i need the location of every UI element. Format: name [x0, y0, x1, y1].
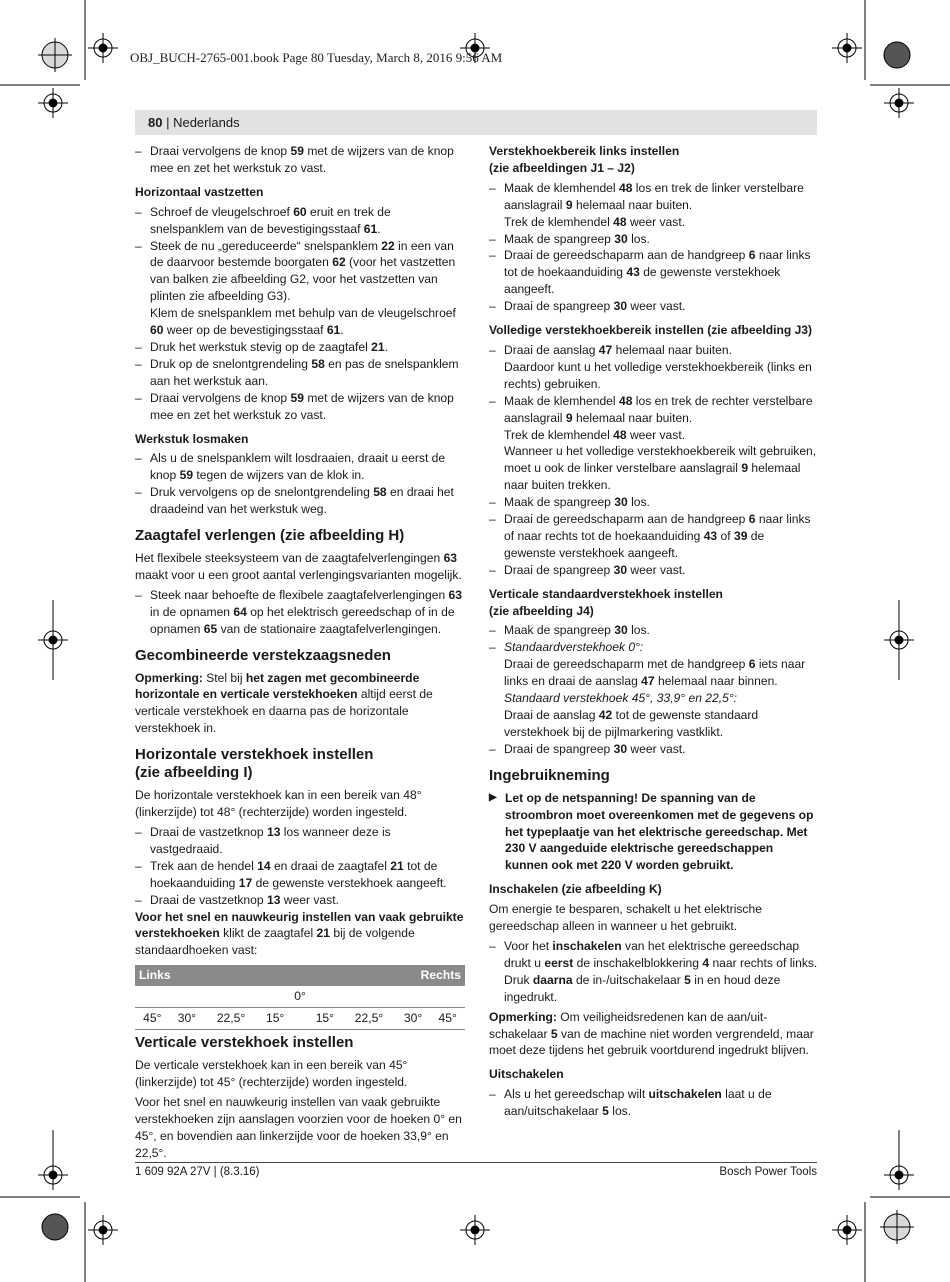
table-row	[135, 986, 465, 1007]
list-item: – Schroef de vleugelschroef 60 eruit en trek de snelspanklem van de bevestigingsstaaf 61.	[135, 204, 465, 238]
right-column	[489, 143, 819, 1120]
heading-gecombineerde-verstekzaagsneden: Gecombineerde verstekzaagsneden	[135, 646, 391, 664]
list-item: – Draai de spangreep 30 weer vast.	[489, 741, 819, 758]
footer-document-number: 1 609 92A 27V | (8.3.16)	[135, 1166, 260, 1178]
list-item: – Maak de klemhendel 48 los en trek de rechter verstelbare aanslagrail 9 helemaal naar buiten. Trek de klemhendel 48 weer vast. Wanneer u het volledige verstekhoekbereik wilt gebruiken, moet u ook de linker verstelbare aanslagrail 9 helemaal naar buiten trekken.	[489, 393, 819, 494]
angle-table	[135, 965, 465, 1030]
section-heading-verstekhoekbereik-links: Verstekhoekbereik links instellen (zie afbeeldingen J1 – J2)	[489, 144, 680, 175]
note-paragraph: Opmerking: Stel bij het zagen met gecombineerde horizontale en verticale verstekhoeken altijd eerst de verticale verstekhoek en daarna pas de horizontale verstekhoek in.	[135, 670, 433, 736]
left-column	[135, 143, 465, 1164]
table-cell: 45°	[135, 1008, 170, 1030]
warning-item: ▶ Let op de netspanning! De spanning van de stroombron moet overeenkomen met de gegevens op het typeplaatje van het elektrische gereedschap. Met 230 V aangeduide elektrische gereedschappen kunnen ook met 220 V worden gebruikt.	[489, 790, 814, 873]
list-item-continuation: Wanneer u het volledige verstekhoekbereik wilt gebruiken, moet u ook de linker verstelbare aanslagrail 9 helemaal naar buiten trekken.	[504, 444, 817, 493]
registration-mark-bottom-mid-right	[832, 1215, 862, 1245]
header-language: Nederlands	[173, 115, 240, 130]
table-cell: 22,5°	[342, 1008, 396, 1030]
list-item: – Steek de nu „gereduceerde“ snelspanklem 22 in een van de daarvoor bestemde boorgaten 62 (voor het vastzetten van balken zie afbeelding G2, voor het vastzetten van plinten zie afbeelding G3). Klem de snelspanklem met behulp van de vleugelschroef 60 weer op de bevestigingsstaaf 61.	[135, 238, 465, 339]
list-item-continuation: Trek de klemhendel 48 weer vast.	[504, 214, 686, 229]
registration-mark-bottom-center	[460, 1215, 490, 1245]
list-item: – Voor het inschakelen van het elektrische gereedschap drukt u eerst de inschakelblokkering 4 naar rechts of links. Druk daarna de in-/uitschakelaar 5 in en houd deze ingedrukt.	[489, 938, 819, 1006]
list-item: – Maak de spangreep 30 los.	[489, 231, 819, 248]
paragraph: De horizontale verstekhoek kan in een bereik van 48° (linkerzijde) tot 48° (rechterzijde) worden ingesteld.	[135, 788, 422, 820]
registration-mark-right-upper	[884, 88, 914, 118]
table-cell	[292, 1008, 307, 1030]
table-cell-zero: 0°	[135, 986, 465, 1007]
list-item: – Als u het gereedschap wilt uitschakelen laat u de aan/uitschakelaar 5 los.	[489, 1086, 819, 1120]
section-heading-inschakelen: Inschakelen (zie afbeelding K)	[489, 882, 662, 897]
table-cell: 45°	[430, 1008, 465, 1030]
section-heading-horizontaal-vastzetten: Horizontaal vastzetten	[135, 184, 264, 199]
list-item: – Draai de spangreep 30 weer vast.	[489, 562, 819, 579]
list-item-continuation: Daardoor kunt u het volledige verstekhoekbereik (links en rechts) gebruiken.	[504, 359, 812, 391]
file-header: OBJ_BUCH-2765-001.book Page 80 Tuesday, March 8, 2016 9:56 AM	[130, 50, 503, 65]
list-item: – Druk vervolgens op de snelontgrendeling 58 en draai het draadeind van het werkstuk weg.	[135, 484, 465, 518]
heading-verticale-verstekhoek: Verticale verstekhoek instellen	[135, 1033, 354, 1051]
list-item: – Maak de klemhendel 48 los en trek de linker verstelbare aanslagrail 9 helemaal naar buiten. Trek de klemhendel 48 weer vast.	[489, 180, 819, 231]
section-heading-uitschakelen: Uitschakelen	[489, 1067, 564, 1082]
list-item: – Druk op de snelontgrendeling 58 en pas de snelspanklem aan het werkstuk aan.	[135, 356, 465, 390]
table-header-links: Links	[135, 965, 292, 986]
list-item-continuation: Draai de gereedschaparm met de handgreep 6 iets naar links en draai de aanslag 47 helemaal naar binnen.	[504, 657, 806, 689]
triangle-arrow-icon: ▶	[489, 791, 497, 803]
paragraph: Het flexibele steeksysteem van de zaagtafelverlengingen 63 maakt voor u een groot aantal verlengingsvarianten mogelijk.	[135, 551, 462, 582]
paragraph: De verticale verstekhoek kan in een bereik van 45° (linkerzijde) tot 45° (rechterzijde) worden ingesteld.	[135, 1057, 408, 1089]
paragraph: Voor het snel en nauwkeurig instellen van vaak gebruikte verstekhoeken klikt de zaagtafel 21 bij de volgende standaardhoeken vast:	[135, 909, 464, 958]
list-item: – Draai de gereedschaparm aan de handgreep 6 naar links of naar rechts tot de hoekaanduiding 43 of 39 de gewenste verstekhoek aangeeft.	[489, 511, 819, 562]
table-row	[135, 1008, 465, 1030]
registration-mark-left-lower	[38, 1130, 68, 1190]
list-item: – Maak de spangreep 30 los.	[489, 494, 819, 511]
list-item: – Standaardverstekhoek 0°: Draai de gereedschaparm met de handgreep 6 iets naar links en draai de aanslag 47 helemaal naar binnen. Standaard verstekhoek 45°, 33,9° en 22,5°: Draai de aanslag 42 tot de gewenste standaard verstekhoek bij de pijlmarkering vastklikt.	[489, 639, 819, 740]
list-item: – Trek aan de hendel 14 en draai de zaagtafel 21 tot de hoekaanduiding 17 de gewenste verstekhoek aangeeft.	[135, 858, 465, 892]
list-item-continuation: Trek de klemhendel 48 weer vast.	[504, 427, 686, 442]
footer-rule	[135, 1162, 817, 1163]
footer-brand: Bosch Power Tools	[719, 1166, 817, 1178]
registration-mark-bottom-left	[42, 1214, 68, 1240]
paragraph: Voor het snel en nauwkeurig instellen van vaak gebruikte verstekhoeken zijn aanslagen voorzien voor de hoeken 0° en 45°, en bovendien aan linkerzijde voor de hoeken 33,9° en 22,5°.	[135, 1094, 462, 1160]
page-header-bar	[135, 110, 817, 135]
list-item: – Draai de vastzetknop 13 los wanneer deze is vastgedraaid.	[135, 824, 465, 858]
registration-mark-top-right	[884, 42, 910, 68]
list-item: – Steek naar behoefte de flexibele zaagtafelverlengingen 63 in de opnamen 64 op het elektrisch gereedschap of in de opnamen 65 van de stationaire zaagtafelverlengingen.	[135, 587, 465, 638]
heading-horizontale-verstekhoek: Horizontale verstekhoek instellen (zie afbeelding I)	[135, 746, 374, 782]
registration-mark-right-middle	[884, 600, 914, 680]
table-cell: 15°	[258, 1008, 293, 1030]
list-item: – Draai de vastzetknop 13 weer vast.	[135, 892, 465, 909]
registration-mark-top-left	[38, 38, 72, 72]
table-cell: 30°	[170, 1008, 205, 1030]
list-item: – Draai de gereedschaparm aan de handgreep 6 naar links tot de hoekaanduiding 43 de gewenste verstekhoek aangeeft.	[489, 247, 819, 298]
heading-ingebruikneming: Ingebruikneming	[489, 766, 610, 784]
registration-mark-top-mid-left	[88, 33, 118, 63]
registration-mark-right-lower	[884, 1130, 914, 1190]
list-item: – Draai de aanslag 47 helemaal naar buiten. Daardoor kunt u het volledige verstekhoekbereik (links en rechts) gebruiken.	[489, 342, 819, 393]
page-number: 80	[148, 115, 163, 130]
section-heading-werkstuk-losmaken: Werkstuk losmaken	[135, 431, 249, 446]
table-header-rechts: Rechts	[308, 965, 465, 986]
list-item: – Maak de spangreep 30 los.	[489, 622, 819, 639]
heading-zaagtafel-verlengen: Zaagtafel verlengen (zie afbeelding H)	[135, 527, 405, 545]
note-paragraph: Opmerking: Om veiligheidsredenen kan de aan/uit-schakelaar 5 van de machine niet worden vergrendeld, maar moet deze tijdens het gebruik voortdurend ingedrukt blijven.	[489, 1009, 814, 1058]
header-separator: |	[162, 115, 174, 130]
list-item-continuation: Draai de aanslag 42 tot de gewenste standaard verstekhoek bij de pijlmarkering vastklikt.	[504, 708, 759, 739]
list-item: – Druk het werkstuk stevig op de zaagtafel 21.	[135, 339, 465, 356]
table-cell: 30°	[396, 1008, 431, 1030]
list-item: – Draai vervolgens de knop 59 met de wijzers van de knop mee en zet het werkstuk zo vast.	[135, 143, 465, 177]
section-heading-volledige-verstekhoekbereik: Volledige verstekhoekbereik instellen (zie afbeelding J3)	[489, 323, 813, 338]
registration-mark-bottom-mid-left	[88, 1215, 118, 1245]
list-item: – Als u de snelspanklem wilt losdraaien, draait u eerst de knop 59 tegen de wijzers van de klok in.	[135, 450, 465, 484]
list-item: – Draai vervolgens de knop 59 met de wijzers van de knop mee en zet het werkstuk zo vast.	[135, 390, 465, 424]
registration-mark-left-upper	[38, 88, 68, 118]
list-item: – Draai de spangreep 30 weer vast.	[489, 298, 819, 315]
table-cell: 22,5°	[204, 1008, 258, 1030]
registration-mark-top-mid-right	[832, 33, 862, 63]
table-header-row	[135, 965, 465, 986]
registration-mark-left-middle	[38, 600, 68, 680]
table-cell: 15°	[308, 1008, 343, 1030]
registration-mark-bottom-right	[880, 1210, 914, 1244]
paragraph: Om energie te besparen, schakelt u het elektrische gereedschap alleen in wanneer u het gebruikt.	[489, 902, 762, 934]
list-item-continuation: Klem de snelspanklem met behulp van de vleugelschroef 60 weer op de bevestigingsstaaf 61.	[150, 306, 456, 338]
section-heading-verticale-standaardverstekhoek: Verticale standaardverstekhoek instellen (zie afbeelding J4)	[489, 586, 723, 618]
list-item-continuation: Standaard verstekhoek 45°, 33,9° en 22,5°:	[504, 691, 738, 706]
